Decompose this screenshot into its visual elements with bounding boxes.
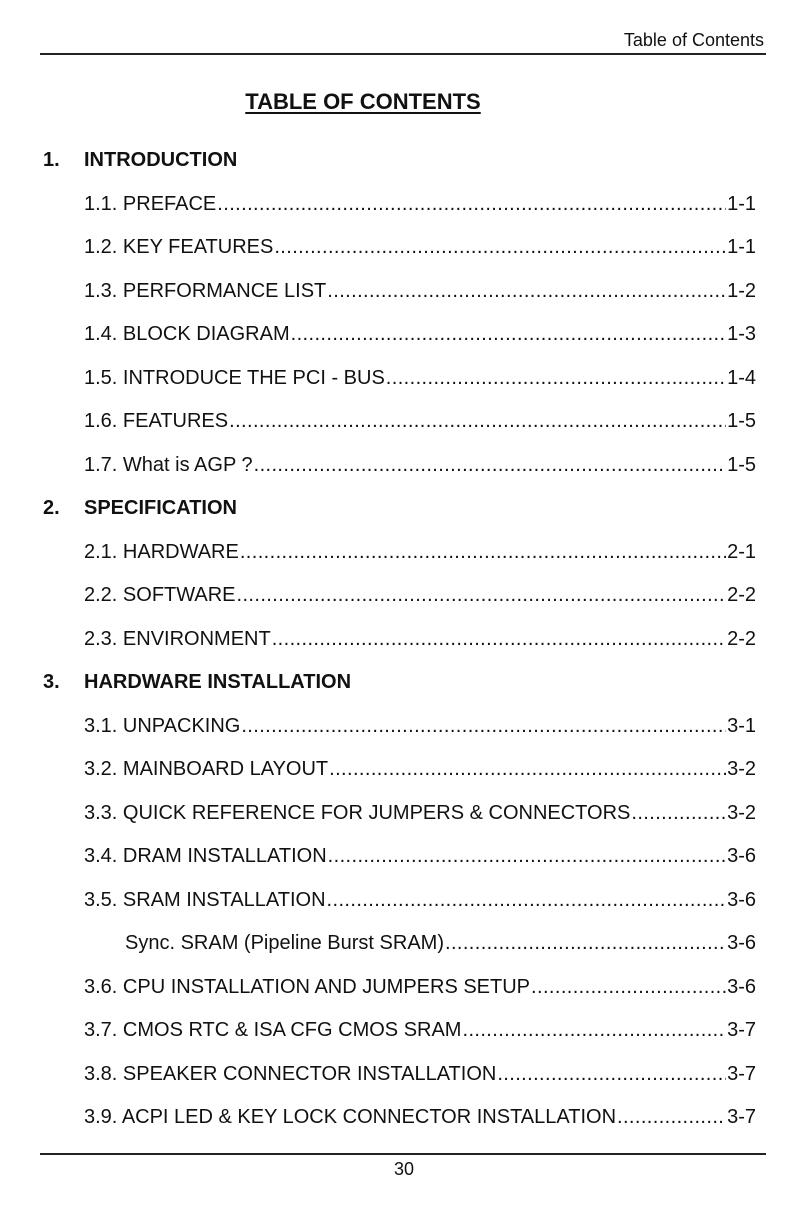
toc-link[interactable] [84, 705, 756, 749]
toc-entry [0, 531, 808, 575]
dot-leader [237, 574, 727, 618]
toc-link[interactable] [84, 1053, 756, 1097]
entry-title: 3.1. UNPACKING [84, 714, 241, 737]
toc-link[interactable] [84, 1009, 756, 1053]
toc-link[interactable] [84, 270, 756, 314]
toc-entry [0, 966, 808, 1010]
toc-entry [0, 400, 808, 444]
entry-page-number: 3-6 [727, 845, 756, 867]
toc-link[interactable] [84, 183, 756, 227]
dot-leader [462, 1009, 726, 1053]
dot-leader [531, 966, 726, 1010]
dot-leader [272, 618, 726, 662]
dot-leader [497, 1053, 726, 1097]
toc-link[interactable] [84, 835, 756, 879]
toc-link[interactable] [84, 966, 756, 1010]
entry-page-number: 1-1 [727, 236, 756, 258]
dot-leader [274, 226, 726, 270]
dot-leader [254, 444, 726, 488]
chapter-title: HARDWARE INSTALLATION [84, 671, 352, 693]
entry-page-number: 1-2 [727, 279, 756, 302]
entry-title: 3.4. DRAM INSTALLATION [84, 845, 327, 867]
entry-title: Sync. SRAM (Pipeline Burst SRAM) [125, 932, 444, 954]
entry-title: 2.3. ENVIRONMENT [84, 627, 271, 650]
toc-entry [0, 1009, 808, 1053]
toc-entry [0, 1096, 808, 1140]
entry-page-number: 3-6 [727, 888, 756, 911]
entry-page-number: 3-6 [727, 975, 756, 998]
toc-entry [0, 313, 808, 357]
entry-title: 1.6. FEATURES [84, 410, 229, 432]
toc-entry [0, 792, 808, 836]
toc-link[interactable] [84, 357, 756, 401]
dot-leader [445, 922, 726, 966]
dot-leader [291, 313, 726, 357]
header-rule [40, 53, 766, 55]
entry-title: 1.3. PERFORMANCE LIST [84, 279, 327, 302]
entry-title: 3.5. SRAM INSTALLATION [84, 888, 326, 911]
entry-page-number: 1-4 [727, 366, 756, 389]
toc-entry [0, 748, 808, 792]
entry-title: 2.1. HARDWARE [84, 540, 239, 563]
entry-page-number: 3-2 [727, 801, 756, 824]
entry-title: 1.5. INTRODUCE THE PCI - BUS [84, 366, 385, 389]
entry-title: 1.1. PREFACE [84, 192, 217, 215]
entry-page-number: 2-2 [727, 584, 756, 606]
entry-page-number: 2-1 [727, 540, 756, 563]
dot-leader [327, 879, 727, 923]
toc-link[interactable] [84, 879, 756, 923]
entry-page-number: 1-5 [727, 453, 756, 476]
toc-link[interactable] [84, 748, 756, 792]
dot-leader [329, 748, 726, 792]
toc-link[interactable] [84, 618, 756, 662]
chapter-number: 2. [43, 497, 60, 519]
dot-leader [631, 792, 726, 836]
toc-chapter [0, 139, 808, 183]
entry-page-number: 3-7 [727, 1019, 756, 1041]
entry-title: 2.2. SOFTWARE [84, 584, 236, 606]
entry-title: 3.6. CPU INSTALLATION AND JUMPERS SETUP [84, 975, 531, 998]
toc-entry [0, 270, 808, 314]
entry-page-number: 1-5 [727, 410, 756, 432]
toc-link[interactable] [84, 531, 756, 575]
entry-title: 3.9. ACPI LED & KEY LOCK CONNECTOR INSTALLATION [84, 1106, 617, 1128]
toc-link[interactable] [84, 400, 756, 444]
toc-entry [0, 226, 808, 270]
chapter-title: SPECIFICATION [84, 497, 237, 519]
toc-entry [0, 357, 808, 401]
entry-page-number: 3-1 [727, 714, 756, 737]
toc-link[interactable] [84, 792, 756, 836]
page-title: TABLE OF CONTENTS [245, 89, 481, 114]
entry-title: 1.4. BLOCK DIAGRAM [84, 323, 290, 345]
entry-title: 3.7. CMOS RTC & ISA CFG CMOS SRAM [84, 1019, 462, 1041]
footer-rule [40, 1153, 766, 1155]
chapter-title: INTRODUCTION [84, 149, 238, 171]
entry-title: 1.2. KEY FEATURES [84, 236, 274, 258]
toc-entry [0, 1053, 808, 1097]
toc-entry [0, 618, 808, 662]
entry-page-number: 3-7 [727, 1106, 756, 1128]
dot-leader [229, 400, 726, 444]
entry-title: 3.2. MAINBOARD LAYOUT [84, 758, 329, 780]
toc-link[interactable] [84, 1096, 756, 1140]
dot-leader [386, 357, 726, 401]
dot-leader [217, 183, 726, 227]
toc-link[interactable] [125, 922, 756, 966]
dot-leader [328, 835, 726, 879]
toc-entry [0, 574, 808, 618]
toc-link[interactable] [84, 444, 756, 488]
entry-page-number: 1-3 [727, 323, 756, 345]
toc-chapter [0, 661, 808, 705]
entry-page-number: 3-6 [727, 932, 756, 954]
toc-chapter [0, 487, 808, 531]
table-of-contents [0, 139, 808, 1140]
entry-title: 3.3. QUICK REFERENCE FOR JUMPERS & CONNECTORS [84, 801, 631, 824]
chapter-number: 1. [43, 149, 60, 171]
dot-leader [617, 1096, 726, 1140]
entry-page-number: 3-7 [727, 1062, 756, 1085]
toc-entry [0, 922, 808, 966]
dot-leader [241, 705, 726, 749]
running-header: Table of Contents [623, 30, 764, 50]
toc-link[interactable] [84, 574, 756, 618]
toc-entry [0, 835, 808, 879]
entry-page-number: 3-2 [727, 758, 756, 780]
toc-link[interactable] [84, 313, 756, 357]
entry-page-number: 2-2 [727, 627, 756, 650]
entry-title: 3.8. SPEAKER CONNECTOR INSTALLATION [84, 1062, 497, 1085]
toc-entry [0, 879, 808, 923]
toc-entry [0, 705, 808, 749]
toc-link[interactable] [84, 226, 756, 270]
page-number: 30 [393, 1159, 415, 1179]
entry-page-number: 1-1 [727, 192, 756, 215]
entry-title: 1.7. What is AGP ? [84, 453, 253, 476]
toc-entry [0, 183, 808, 227]
chapter-number: 3. [43, 671, 60, 693]
dot-leader [327, 270, 726, 314]
toc-entry [0, 444, 808, 488]
dot-leader [240, 531, 726, 575]
